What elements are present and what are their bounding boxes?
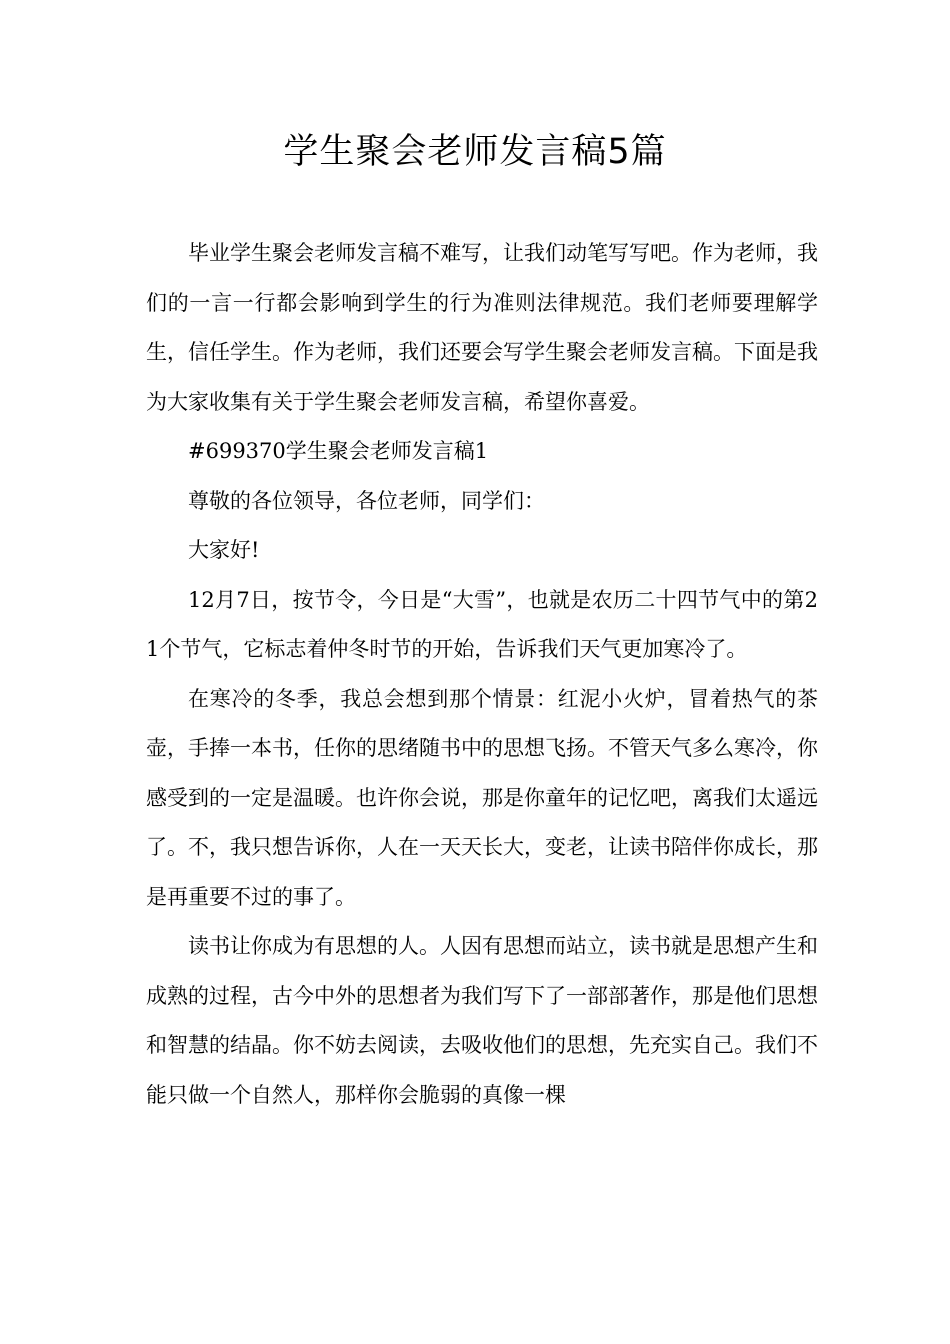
paragraph-section-heading: #699370学生聚会老师发言稿1 xyxy=(188,439,489,463)
paragraph-salutation: 尊敬的各位领导，各位老师，同学们： xyxy=(188,488,545,513)
paragraph-intro: 毕业学生聚会老师发言稿不难写，让我们动笔写写吧。作为老师，我们的一言一行都会影响到学生的行为准则法律规范。我们老师要理解学生，信任学生。作为老师，我们还要会写学生聚会老师发言稿。下面是我为大家收集有关于学生聚会老师发言稿，希望你喜爱。 xyxy=(146,241,818,414)
paragraph-reading: 读书让你成为有思想的人。人因有思想而站立，读书就是思想产生和成熟的过程，古今中外的思想者为我们写下了一部部著作，那是他们思想和智慧的结晶。你不妨去阅读，去吸收他们的思想，先充实自己。我们不能只做一个自然人，那样你会脆弱的真像一棵 xyxy=(146,934,818,1107)
paragraph-date: 12月7日，按节令，今日是“大雪”，也就是农历二十四节气中的第21个节气，它标志着仲冬时节的开始，告诉我们天气更加寒冷了。 xyxy=(146,587,818,661)
paragraph-greeting: 大家好! xyxy=(188,538,260,562)
document-title: 学生聚会老师发言稿5篇 xyxy=(283,132,667,172)
paragraph-winter: 在寒冷的冬季，我总会想到那个情景：红泥小火炉，冒着热气的茶壶，手捧一本书，任你的思绪随书中的思想飞扬。不管天气多么寒冷，你感受到的一定是温暖。也许你会说，那是你童年的记忆吧，离我们太遥远了。不，我只想告诉你，人在一天天长大，变老，让读书陪伴你成长，那是再重要不过的事了。 xyxy=(146,686,818,909)
document-body xyxy=(146,229,818,1120)
